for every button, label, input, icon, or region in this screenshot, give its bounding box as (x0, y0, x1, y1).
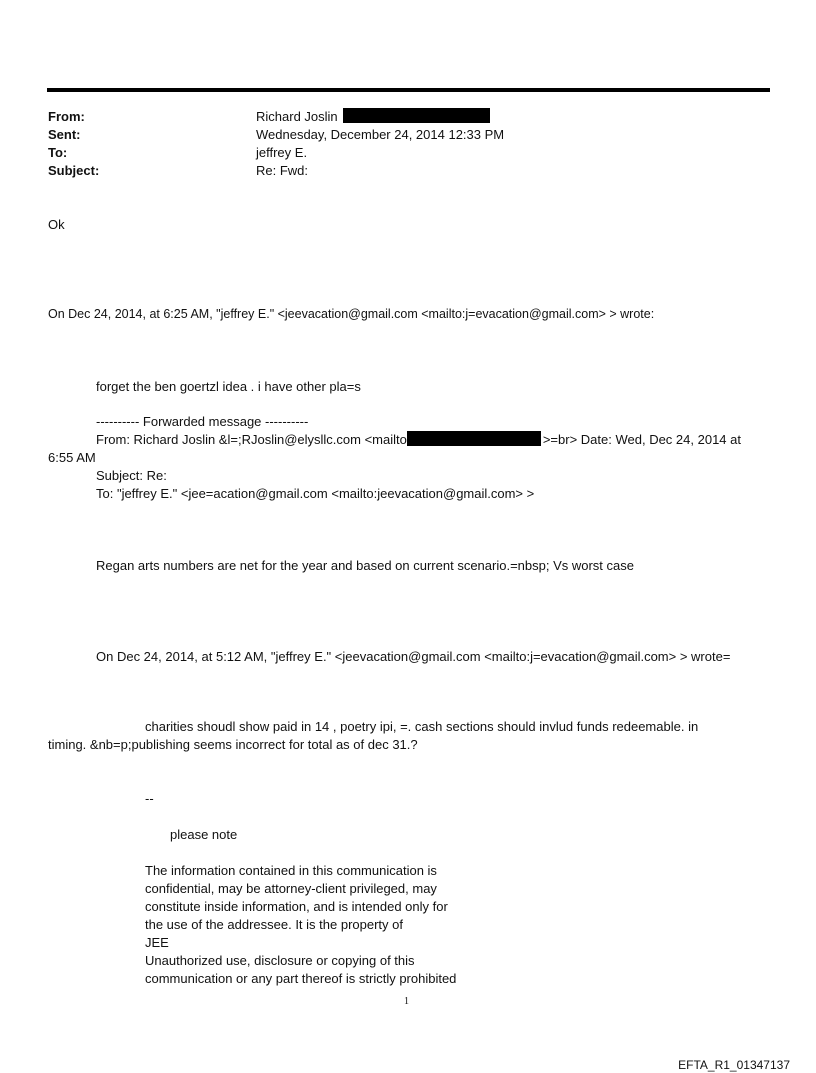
forward-from-start: From: Richard Joslin &l=;RJoslin@elysllc.com <mailto (96, 432, 407, 447)
quote1-intro: On Dec 24, 2014, at 6:25 AM, "jeffrey E." <jeevacation@gmail.com <mailto:j=evacation@gmail.com> > wrote: (48, 307, 655, 321)
forward-from-end: >=br> Date: Wed, Dec 24, 2014 at (542, 432, 741, 447)
disclaimer-line: confidential, may be attorney-client privileged, may (145, 881, 437, 896)
header-rule (47, 88, 770, 92)
to-value: jeffrey E. (256, 145, 308, 160)
redaction-box (343, 108, 490, 123)
forward-from-wrap: 6:55 AM (48, 450, 96, 465)
quote2-intro: On Dec 24, 2014, at 5:12 AM, "jeffrey E." <jeevacation@gmail.com <mailto:j=evacation@gmail.com> > wrote= (96, 649, 731, 664)
sent-value: Wednesday, December 24, 2014 12:33 PM (256, 127, 505, 142)
disclaimer-line: constitute inside information, and is intended only for (145, 899, 448, 914)
redaction-box (407, 431, 541, 446)
forward-subject: Subject: Re: (96, 468, 167, 483)
to-label: To: (48, 145, 68, 160)
disclaimer-line: communication or any part thereof is strictly prohibited (145, 971, 457, 986)
subject-label: Subject: (48, 163, 100, 178)
disclaimer-line: Unauthorized use, disclosure or copying of this (145, 953, 415, 968)
forward-divider: ---------- Forwarded message ---------- (96, 414, 309, 429)
disclaimer-line: the use of the addressee. It is the property of (145, 917, 403, 932)
please-note: please note (170, 827, 238, 842)
page-number: 1 (404, 996, 409, 1007)
sent-label: Sent: (48, 127, 81, 142)
from-name: Richard Joslin (256, 109, 338, 124)
from-label: From: (48, 109, 85, 124)
signature-dash: -- (145, 791, 154, 806)
charities-line-1: charities shoudl show paid in 14 , poetry ipi, =. cash sections should invlud funds redeemable. in (145, 719, 699, 734)
subject-value: Re: Fwd: (256, 163, 309, 178)
quote1-text: forget the ben goertzl idea . i have other pla=s (96, 379, 361, 394)
disclaimer-line: The information contained in this communication is (145, 863, 437, 878)
disclaimer-line: JEE (145, 935, 169, 950)
bates-number: EFTA_R1_01347137 (678, 1058, 790, 1072)
reply-text: Ok (48, 217, 65, 232)
charities-line-2: timing. &nb=p;publishing seems incorrect for total as of dec 31.? (48, 737, 418, 752)
from-value (256, 108, 490, 126)
regan-text: Regan arts numbers are net for the year and based on current scenario.=nbsp; Vs worst case (96, 558, 634, 573)
forward-to: To: "jeffrey E." <jee=acation@gmail.com <mailto:jeevacation@gmail.com> > (96, 486, 535, 501)
forward-from-line (96, 431, 741, 449)
